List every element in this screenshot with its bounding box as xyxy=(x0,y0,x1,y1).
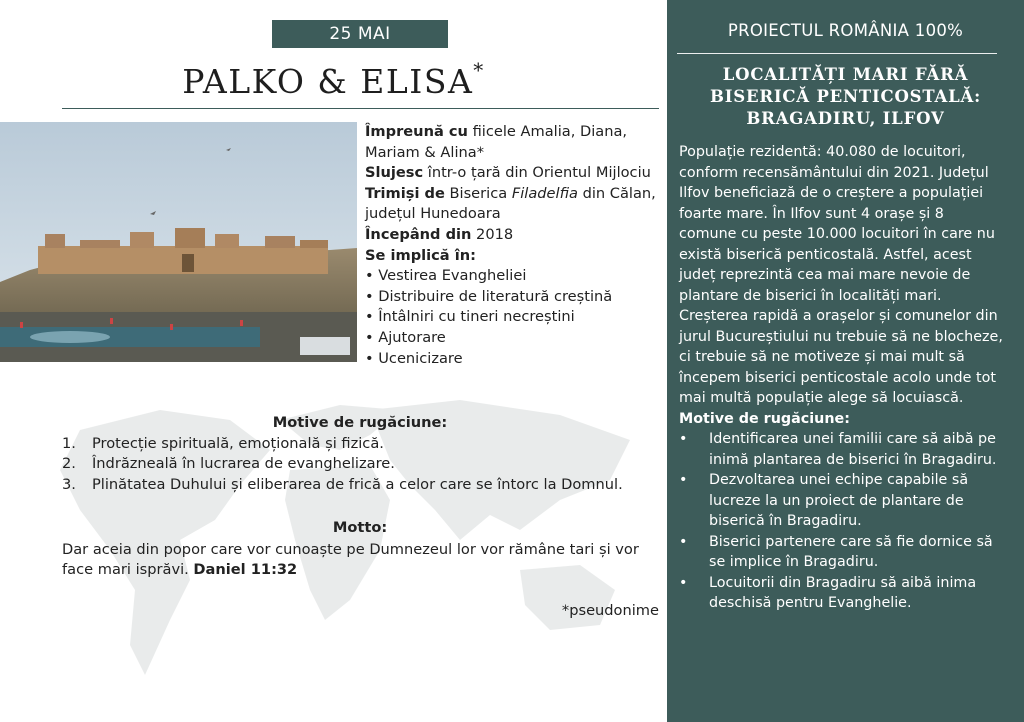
citadel-photo-illustration xyxy=(0,122,357,362)
sidebar-heading-line: LOCALITĂȚI MARI FĂRĂ xyxy=(722,65,969,84)
info-serve xyxy=(365,163,665,184)
sidebar-heading xyxy=(667,64,1024,130)
list-item xyxy=(679,573,1004,614)
sidebar-body xyxy=(679,142,1004,614)
list-number: 2. xyxy=(62,455,76,473)
prayer-list xyxy=(62,434,662,495)
list-item xyxy=(62,454,662,474)
list-text: Dezvoltarea unei echipe capabile să lucreze la un proiect de plantare de biserică în Bragadiru. xyxy=(709,472,969,529)
list-item xyxy=(62,475,662,495)
info-since xyxy=(365,225,665,246)
sidebar-heading-line: BISERICĂ PENTICOSTALĂ: xyxy=(709,87,982,106)
list-item: • Vestirea Evangheliei xyxy=(365,266,665,287)
list-number: 3. xyxy=(62,475,76,493)
sidebar-divider xyxy=(677,53,997,54)
together-label: Împreună cu xyxy=(365,123,468,140)
missionary-info xyxy=(365,122,665,369)
serve-value: într-o țară din Orientul Mijlociu xyxy=(423,164,651,182)
list-item: • Întâlniri cu tineri necreștini xyxy=(365,307,665,328)
since-value: 2018 xyxy=(471,225,514,243)
list-item: • Ucenicizare xyxy=(365,349,665,370)
bullet-icon: • xyxy=(679,472,688,488)
serve-label: Slujesc xyxy=(365,164,424,182)
involved-list xyxy=(365,266,665,369)
list-item: • Distribuire de literatură creștină xyxy=(365,287,665,308)
list-text: Locuitorii din Bragadiru să aibă inima deschisă pentru Evanghelie. xyxy=(709,574,977,611)
sent-church: Filadelfia xyxy=(511,184,578,202)
list-text: Îndrăzneală în lucrarea de evanghelizare. xyxy=(92,455,395,473)
list-item: • Ajutorare xyxy=(365,328,665,349)
date-badge: 25 MAI xyxy=(272,20,448,48)
info-sent xyxy=(365,184,665,225)
sidebar-heading-line: BRAGADIRU, ILFOV xyxy=(746,109,945,128)
prayer-title: Motive de rugăciune: xyxy=(272,414,448,431)
bullet-icon: • xyxy=(679,431,688,447)
project-title: PROIECTUL ROMÂNIA 100% xyxy=(727,21,964,40)
citadel-photo xyxy=(0,122,357,362)
involved-label: Se implică în: xyxy=(365,246,476,264)
sent-label: Trimiși de xyxy=(365,184,445,202)
list-item xyxy=(679,470,1004,532)
page-title xyxy=(0,58,667,101)
info-involved xyxy=(365,246,665,267)
list-text: Identificarea unei familii care să aibă pe inimă plantarea de biserici în Bragadiru. xyxy=(709,431,997,468)
title-mark: * xyxy=(473,58,485,82)
footnote: *pseudonime xyxy=(561,602,659,619)
bullet-icon: • xyxy=(679,574,688,591)
list-number: 1. xyxy=(62,435,76,452)
title-divider xyxy=(62,108,659,109)
sidebar-prayer-title: Motive de rugăciune: xyxy=(679,410,850,427)
list-item xyxy=(679,532,1004,573)
bullet-icon: • xyxy=(679,533,688,550)
since-label: Începând din xyxy=(365,225,472,243)
info-together xyxy=(365,122,665,163)
motto-reference: Daniel 11:32 xyxy=(193,561,298,579)
list-item xyxy=(679,429,1004,470)
together-value: fiicele Amalia, Diana, Mariam & Alina* xyxy=(365,123,628,161)
title-text: PALKO & ELISA xyxy=(182,62,474,101)
motto-quote: Dar aceia din popor care vor cunoaște pe Dumnezeul lor vor rămâne tari și vor face mari isprăvi. xyxy=(62,541,639,579)
list-item xyxy=(62,434,662,454)
project-sidebar xyxy=(667,0,1024,722)
sent-value-1: Biserica xyxy=(444,184,512,202)
sidebar-prayer-list xyxy=(679,429,1004,614)
list-text: Biserici partenere care să fie dornice să se implice în Bragadiru. xyxy=(709,533,993,570)
sent-value-2: din Călan, județul Hunedoara xyxy=(365,184,656,223)
motto-title: Motto: xyxy=(332,519,388,536)
list-text: Plinătatea Duhului și eliberarea de frică a celor care se întorc la Domnul. xyxy=(92,475,623,493)
sidebar-paragraph: Populație rezidentă: 40.080 de locuitori, conform recensământului din 2021. Județul Ilfov beneficiază de o creștere a populației foarte mare. În Ilfov sunt 4 orașe și 8 comune cu peste 10.000 locuitori în care nu există biserică penticostală. Astfel, acest județ reprezintă cea mai mare nevoie de plantare de biserici în localități mari. Creșterea rapidă a orașelor și comunelor din jurul Bucureștiului nu trebuie să ne blocheze, ci trebuie să ne motiveze și mai mult să începem biserici penticostale acolo unde tot mai multă populație alege să locuiască. xyxy=(679,144,1003,406)
list-text: Protecție spirituală, emoțională și fizică. xyxy=(92,435,384,452)
motto-text xyxy=(62,540,662,581)
